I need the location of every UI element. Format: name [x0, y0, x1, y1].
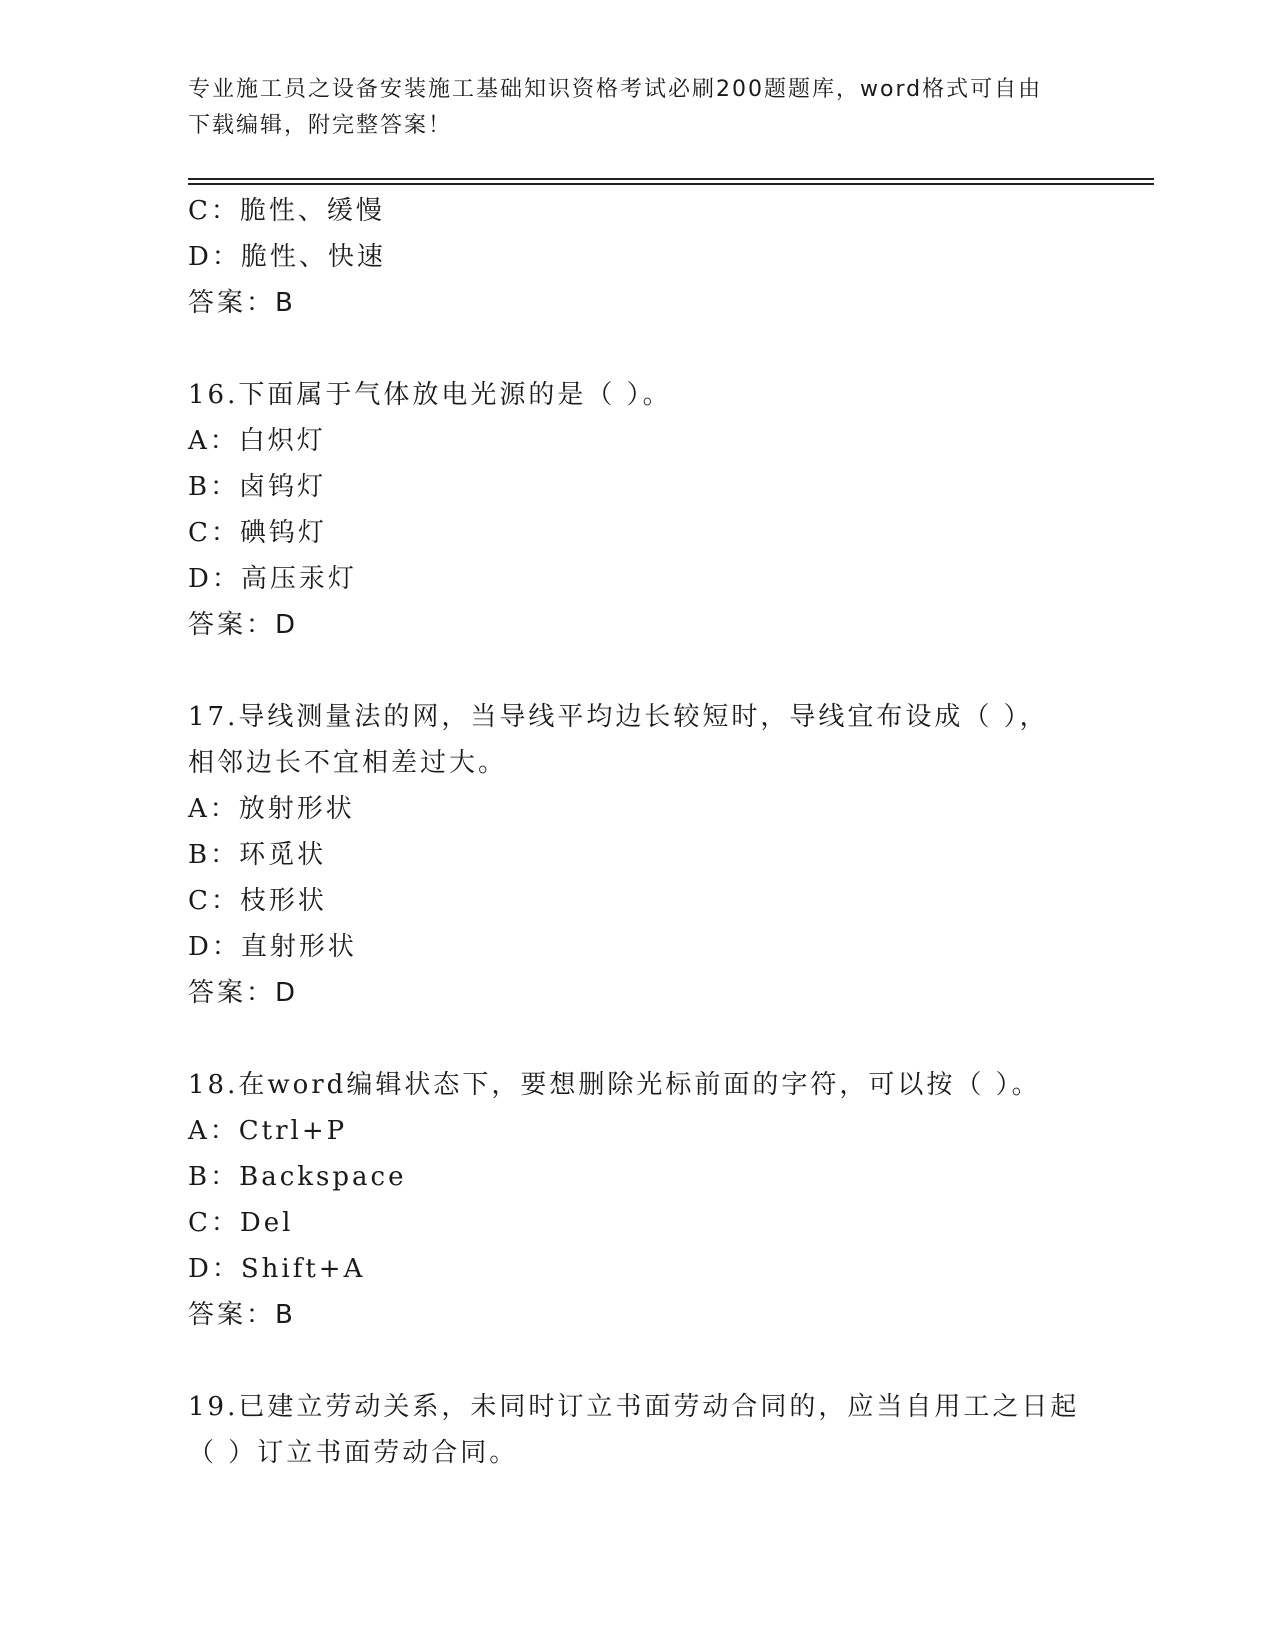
answer-line: 答案：D [188, 610, 299, 640]
question-stem: 16.下面属于气体放电光源的是（ ）。 [188, 380, 672, 410]
option-c: C：碘钨灯 [188, 518, 327, 548]
partial-question [188, 188, 1188, 326]
question-stem-continued: 相邻边长不宜相差过大。 [188, 748, 508, 778]
question-stem: 17.导线测量法的网，当导线平均边长较短时，导线宜布设成（ ）， [188, 702, 1049, 732]
option-a: A：白炽灯 [188, 426, 326, 456]
header-line-2: 下载编辑，附完整答案！ [188, 113, 453, 138]
option-c: C：Del [188, 1208, 294, 1238]
question-17 [188, 694, 1188, 1016]
option-c: C：枝形状 [188, 886, 327, 916]
spacer [188, 326, 1188, 372]
header-rule-bottom [188, 183, 1154, 185]
question-19 [188, 1384, 1188, 1476]
question-stem-continued: （ ）订立书面劳动合同。 [188, 1438, 519, 1468]
answer-line: 答案：B [188, 288, 296, 318]
option-d: D：脆性、快速 [188, 242, 386, 272]
header-rule-top [188, 178, 1154, 180]
option-b: B：Backspace [188, 1162, 407, 1192]
header-line-1: 专业施工员之设备安装施工基础知识资格考试必刷200题题库，word格式可自由 [188, 77, 1043, 102]
spacer [188, 1338, 1188, 1384]
answer-line: 答案：D [188, 978, 299, 1008]
question-list [188, 188, 1188, 1476]
answer-line: 答案：B [188, 1300, 296, 1330]
spacer [188, 648, 1188, 694]
question-16 [188, 372, 1188, 648]
option-b: B：环觅状 [188, 840, 327, 870]
option-c: C：脆性、缓慢 [188, 196, 385, 226]
question-stem: 18.在word编辑状态下，要想删除光标前面的字符，可以按（ ）。 [188, 1070, 1041, 1100]
spacer [188, 1016, 1188, 1062]
option-a: A：放射形状 [188, 794, 355, 824]
option-a: A：Ctrl+P [188, 1116, 348, 1146]
document-header [188, 72, 1088, 144]
question-stem: 19.已建立劳动关系，未同时订立书面劳动合同的，应当自用工之日起 [188, 1392, 1080, 1422]
option-d: D：Shift+A [188, 1254, 366, 1284]
option-d: D：高压汞灯 [188, 564, 357, 594]
question-18 [188, 1062, 1188, 1338]
option-d: D：直射形状 [188, 932, 357, 962]
option-b: B：卤钨灯 [188, 472, 327, 502]
